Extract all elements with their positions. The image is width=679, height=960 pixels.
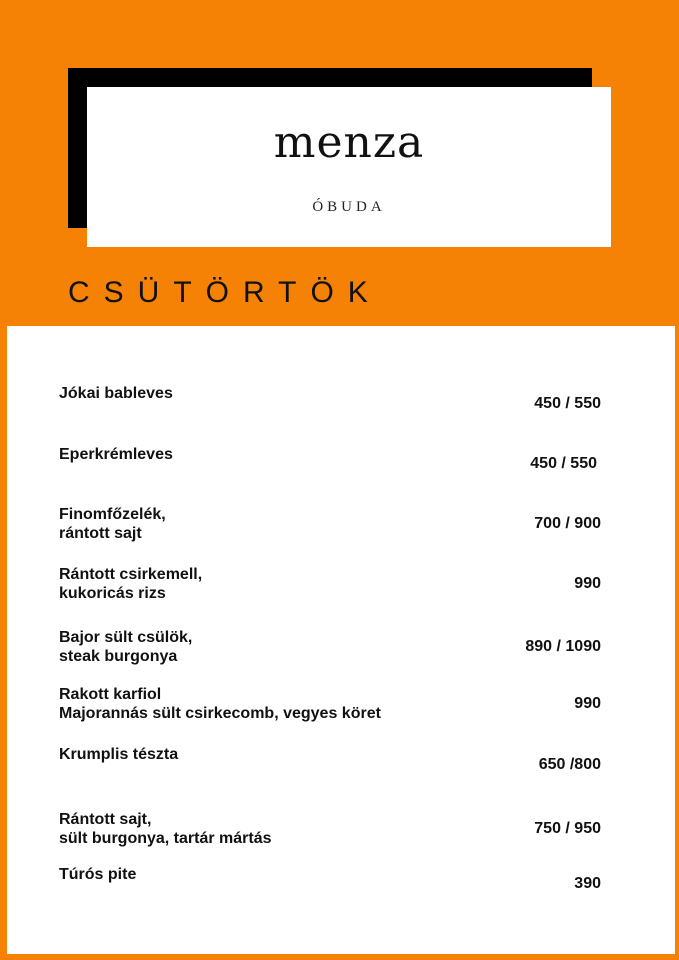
dish-price: 390 [574, 875, 601, 892]
dish-price: 990 [574, 575, 601, 592]
dish-line: steak burgonya [59, 648, 178, 665]
dish-line: Krumplis tészta [59, 746, 179, 763]
dish-line: Rakott karfiol [59, 686, 162, 703]
dish-price: 700 / 900 [534, 515, 601, 532]
dish-line: Rántott sajt, [59, 811, 152, 828]
brand-name: menza [273, 117, 425, 168]
dish-line: Rántott csirkemell, [59, 566, 203, 583]
dish-line: Jókai bableves [59, 385, 173, 402]
dish-name [59, 505, 166, 543]
dish-price: 450 / 550 [530, 455, 597, 472]
brand-location: ÓBUDA [312, 199, 386, 215]
dish-price: 750 / 950 [534, 820, 601, 837]
dish-name [59, 810, 272, 848]
dish-name [59, 445, 173, 464]
dish-line: Finomfőzelék, [59, 506, 166, 523]
dish-line: Bajor sült csülök, [59, 629, 193, 646]
dish-line: rántott sajt [59, 525, 142, 542]
menu-panel [7, 326, 675, 954]
dish-line: sült burgonya, tartár mártás [59, 830, 272, 847]
dish-price: 450 / 550 [534, 395, 601, 412]
dish-price: 990 [574, 695, 601, 712]
dish-price: 650 /800 [538, 756, 601, 773]
dish-name [59, 865, 136, 884]
dish-name [59, 685, 381, 723]
day-title: CSÜTÖRTÖK [68, 276, 382, 309]
dish-name [59, 565, 202, 603]
dish-line: kukoricás rizs [59, 585, 166, 602]
dish-name [59, 384, 173, 403]
dish-name [59, 745, 178, 764]
dish-line: Eperkrémleves [59, 446, 173, 463]
dish-name [59, 628, 192, 666]
logo-box [87, 87, 611, 247]
dish-price: 890 / 1090 [525, 638, 601, 655]
dish-line: Majorannás sült csirkecomb, vegyes köret [59, 705, 381, 722]
dish-line: Túrós pite [59, 866, 137, 883]
